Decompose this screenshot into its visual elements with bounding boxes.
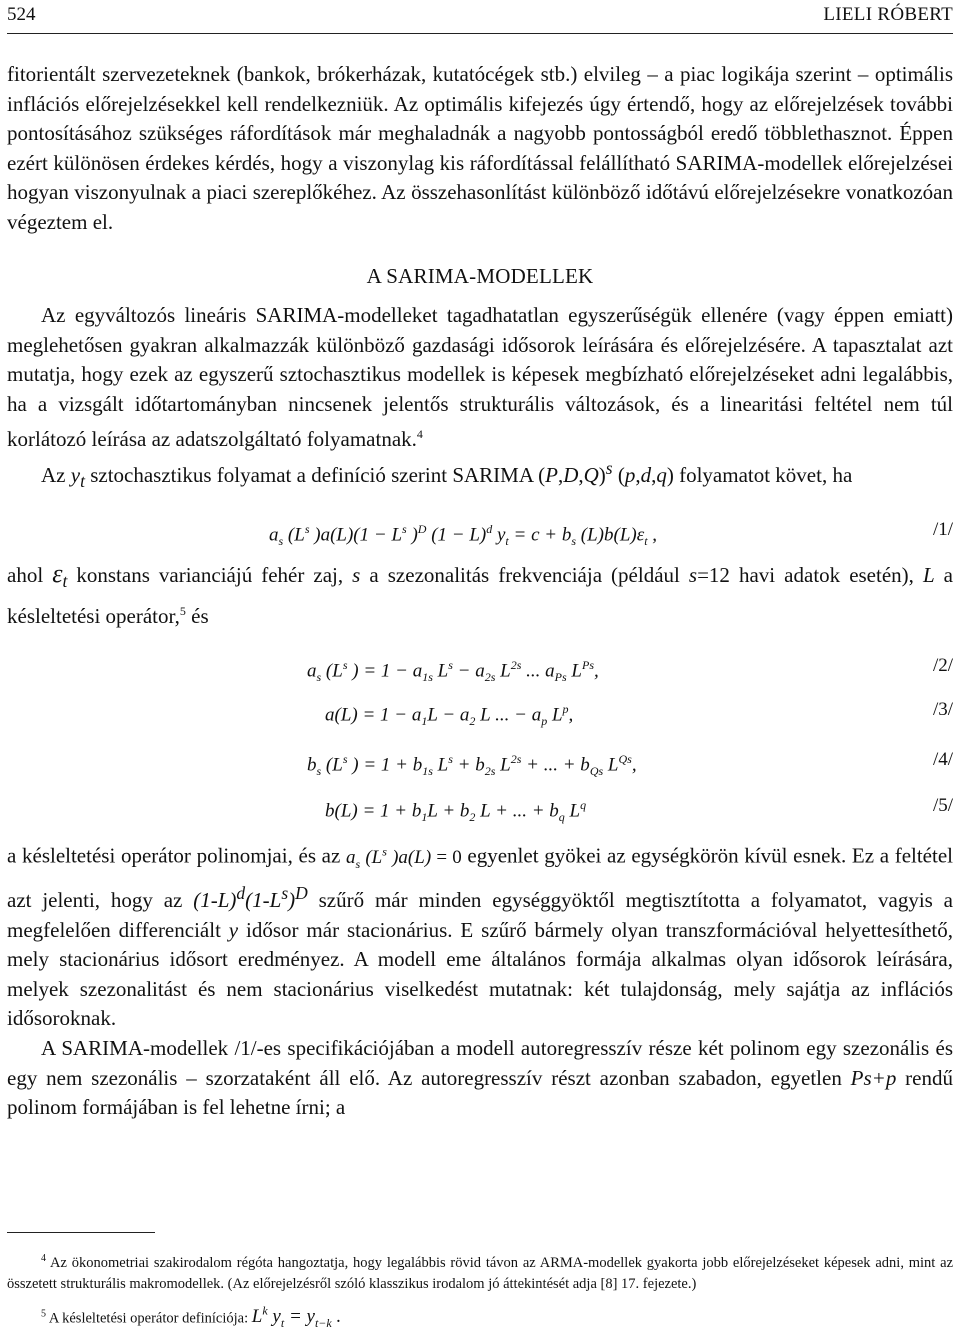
footnote-5: $^5$ A késleltetési operátor definíciója: $L^k$ $y_t = y_{t-k}$ . xyxy=(41,1303,342,1330)
equation-2 xyxy=(7,637,953,687)
equation-1-formula: $a_s$ ($L^s$ )$a(L)(1 - L^s$ )$^D$ $(1 - L)^d$ $y_t = c + b_s$ $(L)b(L)\varepsilon_t$ , xyxy=(269,521,658,549)
body-text xyxy=(7,60,953,1123)
equation-4-tag: /4/ xyxy=(932,749,953,771)
intro-paragraph: fitorientált szervezeteknek (bankok, brókerházak, kutatócégek stb.) elvileg – a piac logikája szerint – optimális inflációs előrejelzésekkel kell rendelkezniük. Az optimális kifejezés úgy értendő, hogy az előrejelzések további pontosításához szükséges ráfordítások már meghaladnák a nagyobb pontosságból eredő többlethasznot. Éppen ezért különösen érdekes kérdés, hogy a viszonylag kis ráfordítással felállítható SARIMA-modellek előrejelzései hogyan viszonyulnak a piaci szereplőkéhez. Az összehasonlítást különböző időtávú előrejelzésekre vonatkozóan végeztem el. xyxy=(7,62,953,234)
equation-5-tag: /5/ xyxy=(932,795,953,817)
running-head: LIELI RÓBERT xyxy=(823,4,953,25)
footnotes xyxy=(7,1248,953,1334)
equation-3-tag: /3/ xyxy=(932,699,953,721)
paragraph-1 xyxy=(7,301,953,454)
equation-2-tag: /2/ xyxy=(932,655,953,677)
equation-2-formula: $a_s$ ($L^s$ ) = $1 - a_{1s}$ $L^s - a_{2s}$ $L^{2s}$ ... $a_{Ps}$ $L^{Ps}$, xyxy=(307,658,599,685)
equation-1 xyxy=(7,497,953,559)
paragraph-3: ahol $\varepsilon_t$ konstans varianciájú fehér zaj, s a szezonalitás frekvenciája (például s=12 havi adatok esetén), L a késleltetési operátor,$^5$ és xyxy=(7,558,954,628)
equation-4-formula: $b_s$ ($L^s$ ) = $1 + b_{1s}$ $L^s + b_{2s}$ $L^{2s}$ + ... + $b_{Qs}$ $L^{Qs}$, xyxy=(307,752,637,779)
footnote-4: $^4$ Az ökonometriai szakirodalom régóta hangoztatja, hogy legalábbis rövid távon az ARMA-modellek gyakorta jobb előrejelzéseket képesek adni, mint az összetett strukturális makromodellek. (Az előrejelzésről szóló klasszikus irodalom jó áttekintését adja [8] 17. fejezete.) xyxy=(7,1253,954,1292)
equation-5-formula: $b(L) = 1 + b_1L + b_2$ L + ... + $b_q$ $L^q$ xyxy=(325,798,587,825)
page-number: 524 xyxy=(7,4,36,25)
equation-4 xyxy=(7,737,953,785)
header-rule xyxy=(7,33,953,34)
equation-1-tag: /1/ xyxy=(932,518,953,540)
footnote-5-formula: $L^k$ $y_t = y_{t-k}$ . xyxy=(251,1303,342,1330)
paragraph-4: a késleltetési operátor polinomjai, és az $a_s$ ($L^s$ )a(L) = 0 egyenlet gyökei az egységkörön kívül esnek. Ez a feltétel azt jelenti, hogy az $(1-L)^d(1-L^s)^D$ szűrő már minden egységgyöktől megtisztította a folyamatot, vagyis a megfelelően differenciált y idősor már stacionárius. E szűrő bármely olyan transzformációval helyettesíthető, mely stacionárius idősort eredményez. A modell eme általános formája alkalmas olyan idősorok leírására, melyek szezonalitást és nem stacionárius viselkedést mutatnak: két tulajdonság, mely sajátja az inflációs idősoroknak. xyxy=(7,843,953,1031)
paragraph-2: Az $y_t$ sztochasztikus folyamat a definíció szerint SARIMA $(P,D,Q)^s$ (p,d,q) folyamatot követ, ha xyxy=(41,458,853,492)
paragraph-1-text: Az egyváltozós lineáris SARIMA-modelleket tagadhatatlan egyszerűségük ellenére (vagy éppen emiatt) meglehetősen gyakran alkalmazzák különböző gazdasági idősorok leírására és előrejelzésére. A tapasztalat azt mutatja, hogy ezek az egyszerű sztochasztikus modellek is képesek megbízható előrejelzéseket adni legalábbis, ha a vizsgált időtartományban nincsenek jelentős strukturális változások, és a linearitási feltétel nem túl korlátozó leírása az adatszolgáltató folyamatnak. xyxy=(7,303,953,451)
footnote-rule xyxy=(7,1232,155,1233)
paragraph-5: A SARIMA-modellek /1/-es specifikációjában a modell autoregresszív része két polinom egy szezonális és egy nem szezonális – szorzataként áll elő. Az autoregresszív részt azonban szabadon, egyetlen Ps+p rendű polinom formájában is fel lehetne írni; a xyxy=(7,1035,953,1120)
equation-5 xyxy=(7,785,953,837)
inline-equation: $a_s$ ($L^s$ )a(L) = 0 xyxy=(346,844,462,871)
page-header xyxy=(7,4,953,28)
equation-3 xyxy=(7,687,953,737)
section-title: A SARIMA-MODELLEK xyxy=(366,263,594,288)
equation-3-formula: $a(L) = 1 - a_1L - a_2$ L ... − $a_p$ $L^p$, xyxy=(325,702,574,729)
footnote-ref-4: 4 xyxy=(416,426,423,441)
